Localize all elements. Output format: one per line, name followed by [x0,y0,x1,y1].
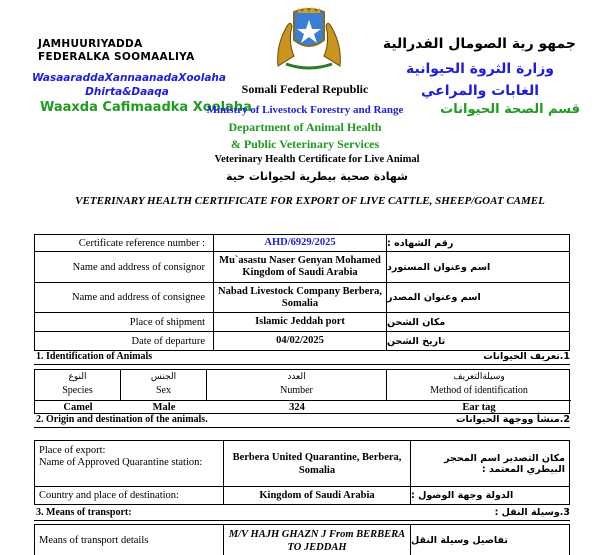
somali-title-left: JAMHUURIYADDA FEDERALKA SOOMAALIYA [38,38,195,63]
detail-value: Mu`asastu Naser Genyan Mohamed Kingdom of Saudi Arabia [213,252,387,282]
detail-row [34,312,570,332]
arabic-ministry-right: وزارة الثروة الحيوانية الغابات والمراعي [406,61,554,99]
transport-row [34,524,570,555]
detail-row [34,331,570,351]
somali-ministry-left: WasaaraddaXannaanadaXoolaha Dhirta&Daaqa [32,72,226,98]
detail-label: Name and address of consignor [72,261,205,273]
place-export-label: Place of export: Name of Approved Quarantine station: [39,445,203,468]
species-header: النوع Species [35,370,121,400]
transport-value: M/V HAJH GHAZN J From BERBERA TO JEDDAH [223,525,411,555]
detail-label: Date of departure [131,335,205,347]
certificate-title-en: Veterinary Health Certificate for Live Animal [214,154,420,165]
section-3-title-ar: 3.وسيلة النقل : [494,507,570,518]
sex-header: الجنس Sex [121,370,207,400]
destination-label-ar: الدولة وجهة الوصول : [411,490,514,501]
transport-label-ar: تفاصيل وسيلة النقل [411,535,508,546]
certificate-title-ar: شهادة صحية بيطرية لحيوانات حية [226,170,408,183]
detail-label: Name and address of consignee [72,292,205,303]
detail-label-ar: اسم وعنوان المستورد [387,261,491,273]
department-line-2: & Public Veterinary Services [230,137,380,151]
detail-value: AHD/6929/2025 [213,235,387,251]
document-title: VETERINARY HEALTH CERTIFICATE FOR EXPORT OF LIVE CATTLE, SHEEP/GOAT CAMEL [75,195,545,207]
detail-value: 04/02/2025 [213,332,387,350]
method-value: Ear tag [462,402,496,413]
place-export-value: Berbera United Quarantine, Berbera, Somalia [223,441,411,486]
section-3-title: 3. Means of transport: [36,507,132,518]
section-2-title-ar: 2.منشأ ووجهة الحيوانات [456,414,570,425]
ministry-name: Ministry of Livestock Forestry and Range [206,104,404,116]
detail-label-ar: اسم وعنوان المصدر [387,292,481,303]
transport-label: Means of transport details [39,535,149,546]
detail-row [34,251,570,283]
detail-label: Certificate reference number : [78,237,205,249]
section-2-title: 2. Origin and destination of the animals. [36,414,208,425]
detail-label-ar: مكان الشحن [387,316,446,328]
section-1-header [34,351,570,365]
detail-row [34,282,570,313]
arabic-title-right: جمهو رية الصومال الفدرالية [382,36,576,52]
species-value: Camel [63,402,93,413]
detail-label-ar: تاريخ الشحن [387,335,446,347]
detail-value: Islamic Jeddah port [213,313,387,331]
detail-label: Place of shipment [129,316,205,328]
arabic-department-right: قسم الصحة الحيوانات [440,102,580,117]
section-3-header [34,507,570,521]
animals-table [34,369,570,414]
destination-row [34,486,570,505]
place-export-row [34,440,570,487]
sex-value: Male [152,402,176,413]
section-1-title: 1. Identification of Animals [36,351,153,362]
place-export-label-ar: مكان التصدير اسم المحجر البيطري المعتمد : [444,452,565,475]
section-1-title-ar: 1.تعريف الحيوانات [483,351,570,362]
country-name: Somali Federal Republic [241,82,369,96]
coat-of-arms-icon [272,6,346,74]
detail-label-ar: رقم الشهاده : [387,237,454,249]
destination-label: Country and place of destination: [39,490,179,501]
number-header: العدد Number [207,370,387,400]
destination-value: Kingdom of Saudi Arabia [223,487,411,504]
number-value: 324 [289,402,305,413]
section-2-header [34,414,570,428]
somali-department-left: Waaxda Cafimaadka Xoolaha [40,100,252,115]
department-line-1: Department of Animal Health [228,120,382,134]
detail-value: Nabad Livestock Company Berbera, Somalia [213,283,387,312]
detail-row [34,234,570,252]
method-header: وسيلةالتعريف Method of identification [430,372,528,396]
